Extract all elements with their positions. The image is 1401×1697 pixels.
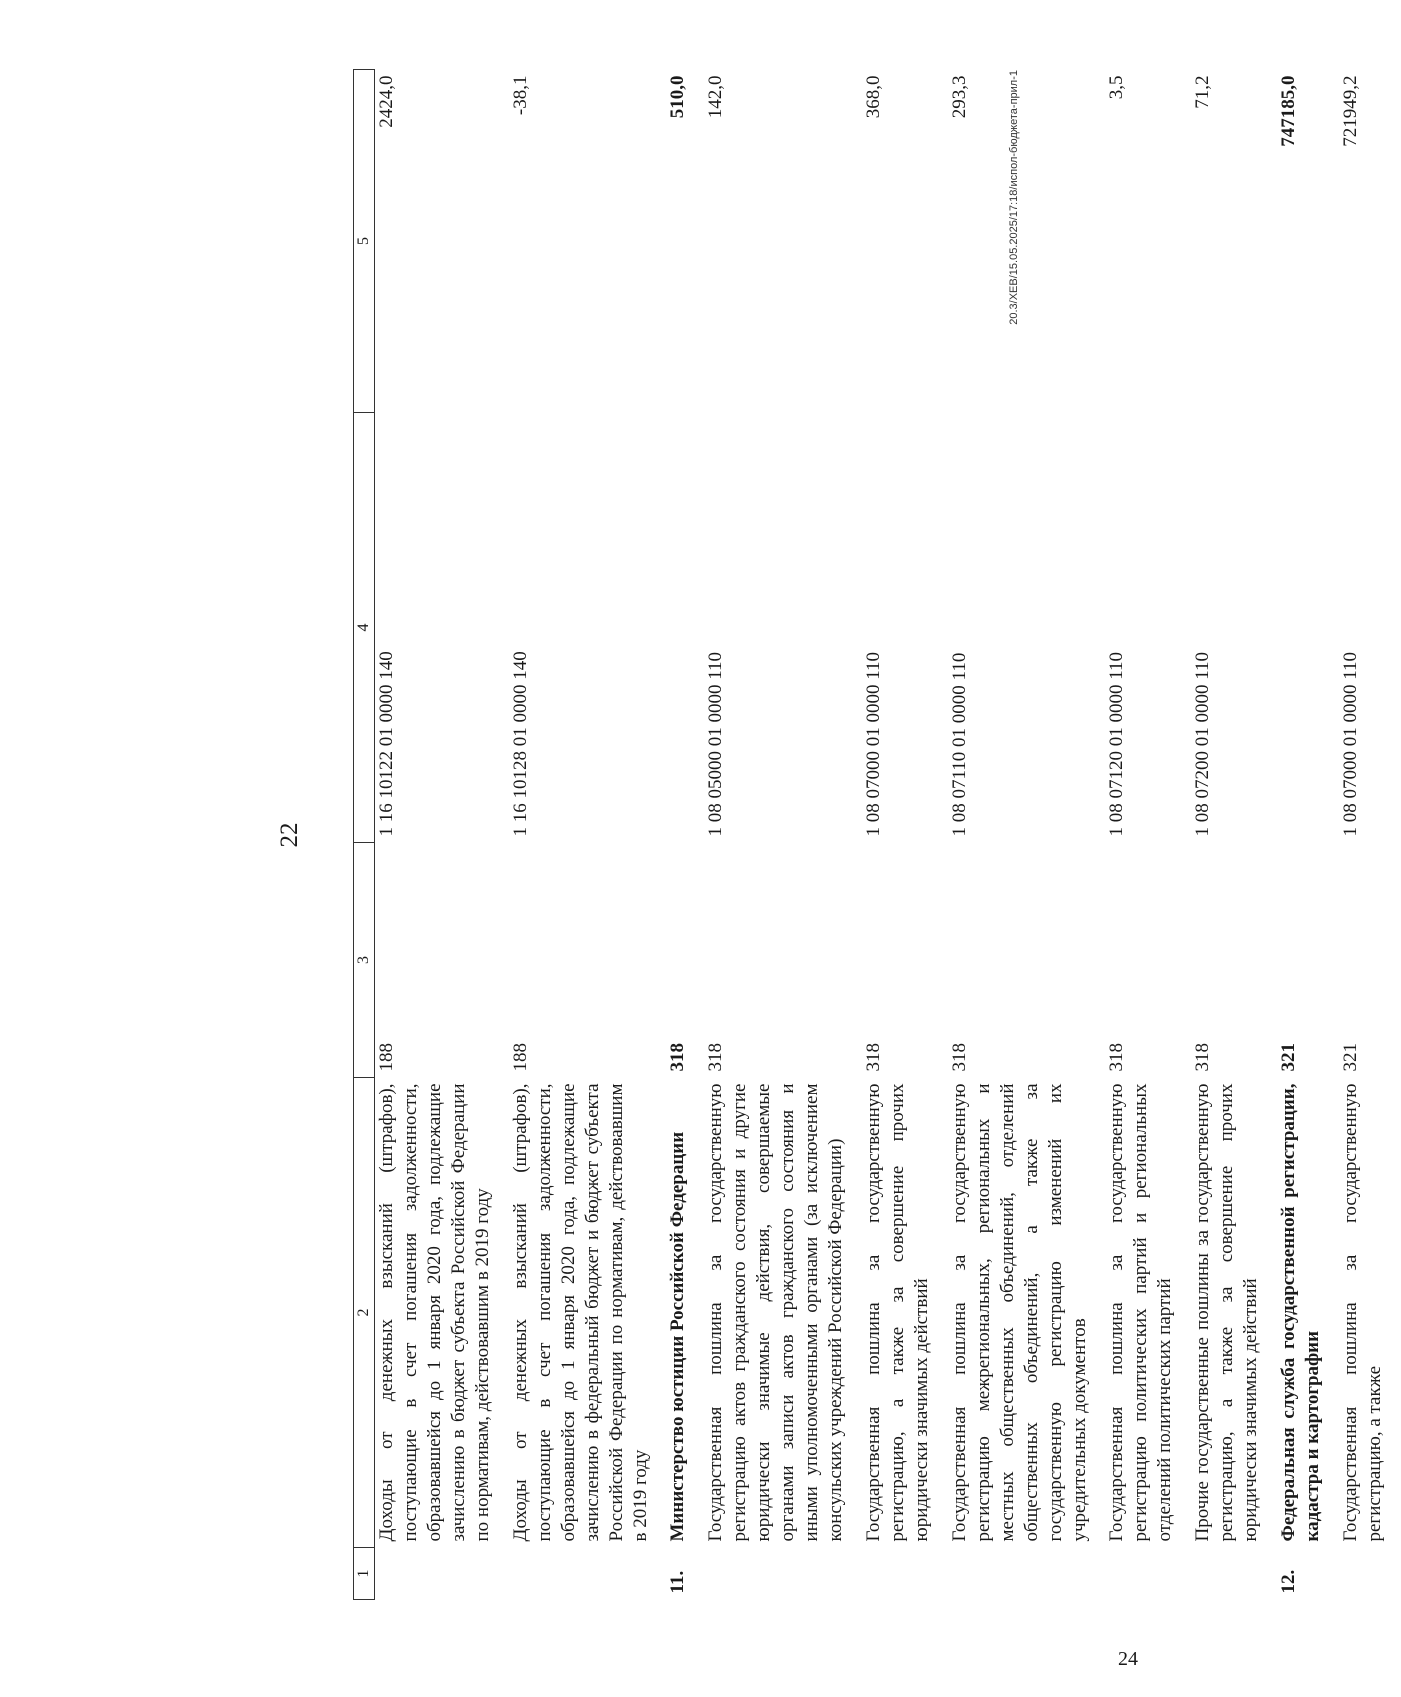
- row-budget-code: 1 08 07000 01 0000 110: [863, 651, 885, 837]
- row-amount: 293,3: [948, 75, 970, 119]
- row-amount: -38,1: [509, 75, 531, 116]
- row-admin-code: 318: [667, 1043, 689, 1072]
- row-amount: 747185,0: [1278, 75, 1300, 147]
- row-budget-code: 1 08 07200 01 0000 110: [1192, 651, 1214, 837]
- row-name: Государственная пошлина за государственную регистрацию актов гражданского состояния и другие юридически значимые действия, совершаемые органами записи актов гражданского состояния и иными уполномоченными органами (за исключением консульских учреждений Российской Федерации): [705, 1083, 847, 1542]
- row-admin-code: 318: [863, 1043, 885, 1072]
- row-admin-code: 321: [1339, 1043, 1361, 1072]
- column-header: 4: [354, 413, 375, 843]
- row-amount: 721949,2: [1339, 75, 1361, 147]
- row-budget-code: 1 16 10122 01 0000 140: [376, 651, 398, 837]
- row-budget-code: 1 16 10128 01 0000 140: [509, 651, 531, 837]
- row-budget-code: 1 08 05000 01 0000 110: [705, 651, 727, 837]
- row-admin-code: 318: [705, 1043, 727, 1072]
- row-number: [1191, 1548, 1277, 1600]
- row-number: [862, 1548, 948, 1600]
- table-row: [1191, 70, 1277, 1600]
- row-budget-code: 1 08 07120 01 0000 110: [1106, 651, 1128, 837]
- row-admin-code: 318: [1106, 1043, 1128, 1072]
- table-row: [948, 70, 1106, 1600]
- row-number: [375, 1548, 509, 1600]
- row-name: Министерство юстиции Российской Федерации: [667, 1131, 689, 1542]
- page-number: 22: [276, 822, 303, 848]
- column-header: 5: [354, 70, 375, 413]
- row-number: 11.: [667, 1570, 689, 1594]
- row-admin-code: 318: [1192, 1043, 1214, 1072]
- table-row: [862, 70, 948, 1600]
- row-amount: 510,0: [667, 75, 689, 119]
- row-number: [1105, 1548, 1191, 1600]
- column-header: 2: [354, 1078, 375, 1548]
- row-name: Государственная пошлина за государственную регистрацию, а также: [1339, 1083, 1385, 1542]
- row-budget-code: 1 08 07110 01 0000 110: [948, 652, 970, 837]
- rotated-sheet: [170, 70, 1385, 1600]
- column-header: 1: [354, 1548, 375, 1600]
- row-number: [704, 1548, 862, 1600]
- row-name: Государственная пошлина за государственную регистрацию политических партий и региональных отделений политических партий: [1106, 1083, 1176, 1542]
- row-admin-code: 318: [948, 1043, 970, 1072]
- row-name: Государственная пошлина за государственную регистрацию, а также за совершение прочих юридически значимых действий: [863, 1083, 932, 1542]
- row-budget-code: 1 08 07000 01 0000 110: [1339, 651, 1361, 837]
- table-row: [375, 70, 509, 1600]
- section-row: [666, 70, 704, 1600]
- row-number: [948, 1548, 1106, 1600]
- row-amount: 3,5: [1106, 75, 1128, 100]
- row-amount: 2424,0: [376, 75, 398, 128]
- row-budget-code: [666, 413, 704, 843]
- row-name: Федеральная служба государственной регистрации, кадастра и картографии: [1278, 1083, 1324, 1542]
- row-admin-code: 188: [509, 1043, 531, 1072]
- row-amount: 71,2: [1192, 75, 1214, 109]
- row-budget-code: [1277, 413, 1339, 843]
- table-row: [509, 70, 667, 1600]
- table-row: [1105, 70, 1191, 1600]
- section-row: [1277, 70, 1339, 1600]
- row-number: [509, 1548, 667, 1600]
- row-number: [1339, 1548, 1401, 1600]
- table-row: [1339, 70, 1401, 1600]
- revenue-table: [353, 69, 1401, 1600]
- column-header-row: [354, 70, 375, 1600]
- row-admin-code: 188: [376, 1043, 398, 1072]
- row-name: Прочие государственные пошлины за государственную регистрацию, а также за совершение прочих юридически значимых действий: [1192, 1083, 1262, 1542]
- document-footer-code: 20.3/XEB/15.05.2025/17:18/испол-бюджета-прил-1: [1008, 70, 1020, 325]
- column-header: 3: [354, 843, 375, 1078]
- row-name: Государственная пошлина за государственную регистрацию межрегиональных, региональных и местных общественных объединений, отделений общественных объединений, а также за государственную регистрацию изменений их учредительных документов: [948, 1083, 1090, 1542]
- outer-page-number: 24: [1118, 1648, 1138, 1670]
- table-row: [704, 70, 862, 1600]
- row-name: Доходы от денежных взысканий (штрафов), поступающие в счет погашения задолженности, образовавшейся до 1 января 2020 года, подлежащие зачислению в федеральный бюджет и бюджет субъекта Российской Федерации по нормативам, действовавшим в 2019 году: [509, 1083, 651, 1542]
- row-admin-code: 321: [1278, 1043, 1300, 1072]
- row-amount: 142,0: [705, 75, 727, 119]
- row-amount: 368,0: [863, 75, 885, 119]
- row-number: 12.: [1278, 1569, 1300, 1594]
- row-name: Доходы от денежных взысканий (штрафов), поступающие в счет погашения задолженности, образовавшейся до 1 января 2020 года, подлежащие зачислению в бюджет субъекта Российской Федерации по нормативам, действовавшим в 2019 году: [376, 1083, 493, 1542]
